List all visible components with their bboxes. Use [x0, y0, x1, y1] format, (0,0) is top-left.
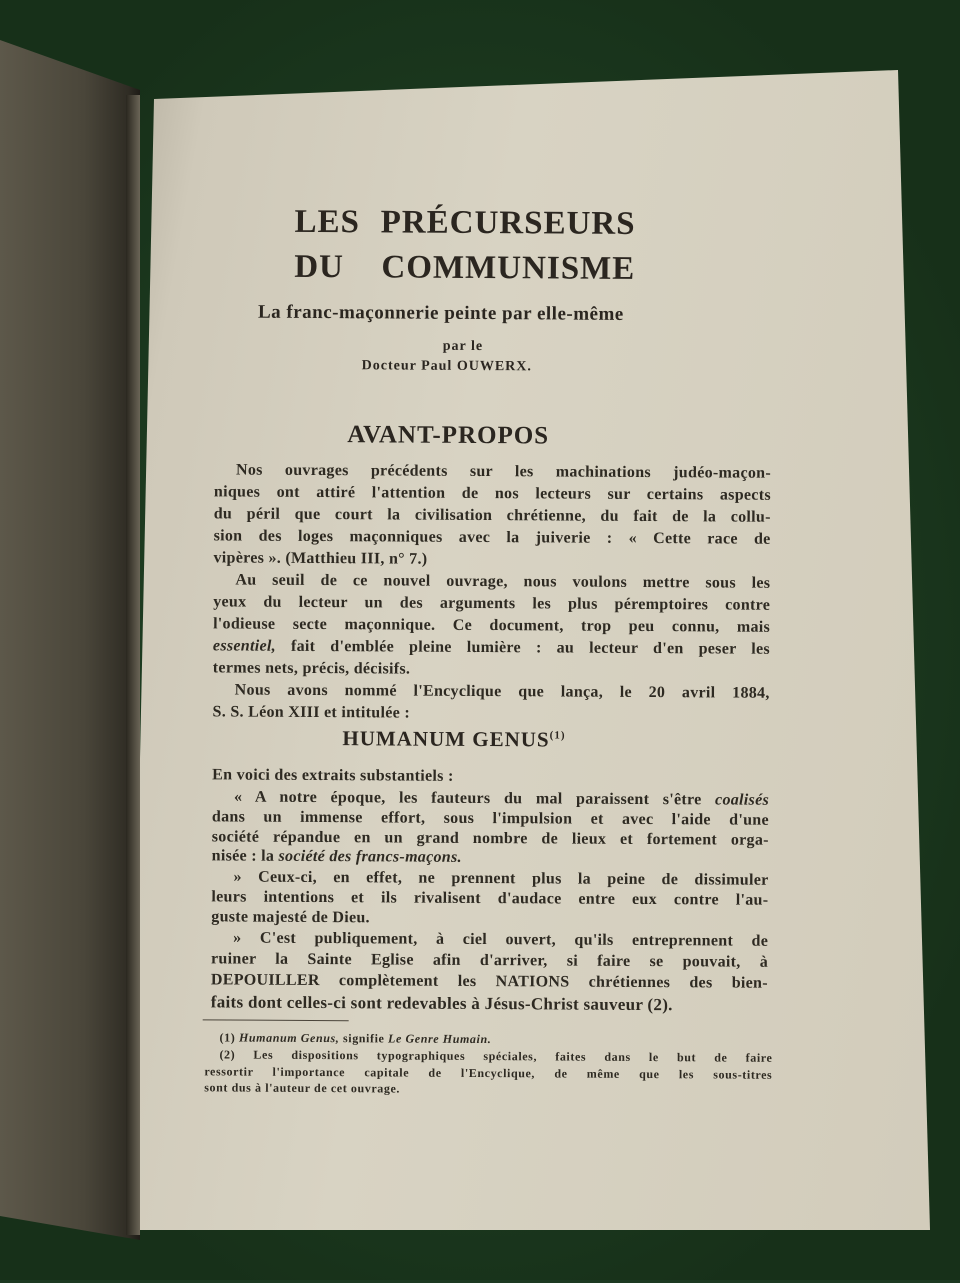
text-segment: nisée : la	[211, 847, 279, 865]
text-line: S. S. Léon XIII et intitulée :	[212, 703, 411, 722]
par-le: par le	[442, 338, 484, 355]
text-line: DEPOUILLER complètement les NATIONS chrétiennes des bien-	[210, 971, 768, 992]
text-line: faits dont celles-ci sont redevables à Jésus-Christ sauveur (2).	[210, 992, 673, 1015]
footnote-2-line: sont dus à l'auteur de cet ouvrage.	[204, 1080, 401, 1096]
text-segment: fait d'emblée pleine lumière : au lecteur d'en peser les	[275, 637, 771, 658]
text-line: » Ceux-ci, en effet, ne prennent plus la peine de dissimuler	[233, 868, 769, 889]
author: Docteur Paul OUWERX.	[361, 358, 532, 375]
subtitle: La franc-maçonnerie peinte par elle-même	[257, 301, 624, 325]
text-line	[213, 637, 770, 658]
text-line: sion des loges maçonniques avec la juiverie : « Cette race de	[213, 527, 771, 548]
heading-avant-propos: AVANT-PROPOS	[347, 421, 550, 450]
text-line: l'odieuse secte maçonnique. Ce document, trop peu connu, mais	[213, 615, 771, 636]
text-line: dans un immense effort, sous l'impulsion et avec l'aide d'une	[211, 808, 769, 829]
text-line: vipères ». (Matthieu III, n° 7.)	[213, 549, 428, 568]
text-line: guste majesté de Dieu.	[211, 908, 370, 927]
italic-text: Le Genre Humain.	[388, 1031, 492, 1047]
heading-text: HUMANUM GENUS	[342, 726, 550, 752]
text-line: ruiner la Sainte Eglise afin d'arriver, si faire se pouvait, à	[210, 950, 769, 971]
text-line: En voici des extraits substantiels :	[212, 766, 454, 785]
footnote-2-line: (2) Les dispositions typographiques spéciales, faites dans le but de faire	[219, 1047, 773, 1065]
text-line: société répandue en un grand nombre de lieux et fortement orga-	[211, 828, 769, 849]
text-line	[234, 789, 769, 810]
text-segment: signifie	[339, 1031, 389, 1046]
footnote-rule	[203, 1019, 349, 1021]
text-line: niques ont attiré l'attention de nos lecteurs sur certains aspects	[213, 483, 771, 504]
text-line: Nous avons nommé l'Encyclique que lança, le 20 avril 1884,	[234, 681, 770, 702]
title-line-1: LES PRÉCURSEURS	[294, 203, 636, 242]
text-line: Au seuil de ce nouvel ouvrage, nous voulons mettre sous les	[235, 571, 771, 592]
title-line-2: DU COMMUNISME	[294, 248, 636, 287]
text-line: » C'est publiquement, à ciel ouvert, qu'ils entreprennent de	[233, 929, 769, 950]
footnote-ref-1: (1)	[549, 729, 566, 742]
italic-text: essentiel,	[212, 637, 277, 655]
text-line: yeux du lecteur un des arguments les plus péremptoires contre	[213, 593, 771, 614]
footnote-2-line: ressortir l'importance capitale de l'Encyclique, de même que les sous-titres	[204, 1064, 773, 1082]
footnote-1	[220, 1030, 773, 1048]
heading-humanum-genus	[342, 726, 565, 752]
text-line: du péril que court la civilisation chrétienne, du fait de la collu-	[213, 505, 771, 526]
footnote-number: (1)	[219, 1030, 240, 1045]
italic-text: société des francs-maçons.	[278, 847, 462, 866]
text-segment: « A notre époque, les fauteurs du mal paraissent s'être	[233, 788, 716, 809]
text-line	[212, 847, 769, 868]
italic-text: Humanum Genus,	[238, 1030, 340, 1046]
italic-text: coalisés	[715, 791, 770, 809]
text-line: Nos ouvrages précédents sur les machinations judéo-maçon-	[235, 461, 772, 482]
text-line: leurs intentions et ils rivalisent d'audace entre eux contre l'au-	[211, 888, 769, 909]
text-line: termes nets, précis, décisifs.	[212, 659, 411, 678]
